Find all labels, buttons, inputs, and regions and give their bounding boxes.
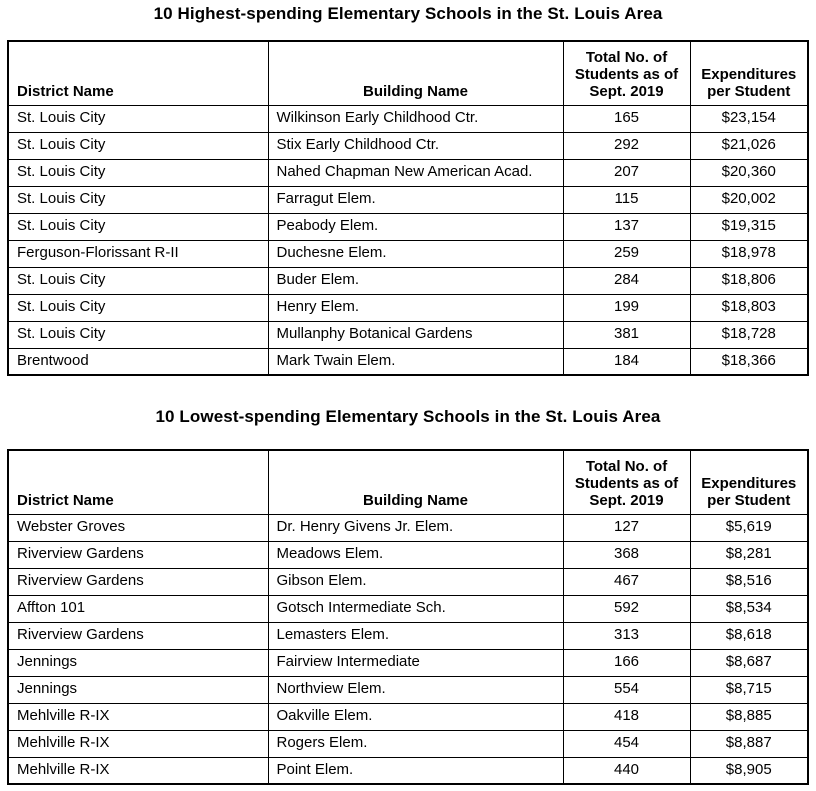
students-count-cell: 137 (563, 213, 690, 240)
students-count-cell: 313 (563, 622, 690, 649)
building-name-cell: Peabody Elem. (268, 213, 563, 240)
header-row (8, 450, 808, 514)
table-row (8, 105, 808, 132)
expenditure-cell: $18,803 (690, 294, 808, 321)
students-count-cell: 284 (563, 267, 690, 294)
district-name-cell: Webster Groves (8, 514, 268, 541)
building-name-cell: Nahed Chapman New American Acad. (268, 159, 563, 186)
students-count-cell: 115 (563, 186, 690, 213)
table-row (8, 568, 808, 595)
header-district-name: District Name (8, 41, 268, 105)
district-name-cell: Ferguson-Florissant R-II (8, 240, 268, 267)
district-name-cell: St. Louis City (8, 186, 268, 213)
expenditure-cell: $19,315 (690, 213, 808, 240)
table-row (8, 294, 808, 321)
expenditure-cell: $18,366 (690, 348, 808, 375)
building-name-cell: Farragut Elem. (268, 186, 563, 213)
district-name-cell: Affton 101 (8, 595, 268, 622)
expenditure-cell: $20,360 (690, 159, 808, 186)
table-row (8, 595, 808, 622)
header-expenditures-per-student: Expenditures per Student (690, 41, 808, 105)
district-name-cell: Mehlville R-IX (8, 703, 268, 730)
expenditure-cell: $5,619 (690, 514, 808, 541)
header-expenditures-per-student: Expenditures per Student (690, 450, 808, 514)
building-name-cell: Oakville Elem. (268, 703, 563, 730)
students-count-cell: 440 (563, 757, 690, 784)
header-total-students: Total No. of Students as of Sept. 2019 (563, 450, 690, 514)
district-name-cell: Mehlville R-IX (8, 730, 268, 757)
expenditure-cell: $8,905 (690, 757, 808, 784)
students-count-cell: 368 (563, 541, 690, 568)
students-count-cell: 454 (563, 730, 690, 757)
building-name-cell: Lemasters Elem. (268, 622, 563, 649)
district-name-cell: St. Louis City (8, 159, 268, 186)
lowest-spending-title: 10 Lowest-spending Elementary Schools in the St. Louis Area (155, 407, 661, 426)
district-name-cell: Jennings (8, 649, 268, 676)
expenditure-cell: $8,281 (690, 541, 808, 568)
expenditure-cell: $21,026 (690, 132, 808, 159)
highest-spending-title: 10 Highest-spending Elementary Schools in the St. Louis Area (153, 4, 663, 23)
building-name-cell: Fairview Intermediate (268, 649, 563, 676)
students-count-cell: 165 (563, 105, 690, 132)
district-name-cell: St. Louis City (8, 321, 268, 348)
district-name-cell: Riverview Gardens (8, 541, 268, 568)
building-name-cell: Mark Twain Elem. (268, 348, 563, 375)
district-name-cell: St. Louis City (8, 294, 268, 321)
district-name-cell: St. Louis City (8, 132, 268, 159)
district-name-cell: St. Louis City (8, 267, 268, 294)
table-row (8, 703, 808, 730)
building-name-cell: Buder Elem. (268, 267, 563, 294)
district-name-cell: Riverview Gardens (8, 622, 268, 649)
expenditure-cell: $8,618 (690, 622, 808, 649)
table-row (8, 132, 808, 159)
building-name-cell: Wilkinson Early Childhood Ctr. (268, 105, 563, 132)
building-name-cell: Dr. Henry Givens Jr. Elem. (268, 514, 563, 541)
students-count-cell: 554 (563, 676, 690, 703)
students-count-cell: 166 (563, 649, 690, 676)
expenditure-cell: $18,978 (690, 240, 808, 267)
header-building-name: Building Name (268, 450, 563, 514)
table-row (8, 541, 808, 568)
students-count-cell: 259 (563, 240, 690, 267)
table-row (8, 649, 808, 676)
building-name-cell: Gibson Elem. (268, 568, 563, 595)
table-row (8, 240, 808, 267)
building-name-cell: Duchesne Elem. (268, 240, 563, 267)
table-row (8, 321, 808, 348)
students-count-cell: 127 (563, 514, 690, 541)
table-row (8, 267, 808, 294)
students-count-cell: 592 (563, 595, 690, 622)
students-count-cell: 292 (563, 132, 690, 159)
building-name-cell: Point Elem. (268, 757, 563, 784)
table-row (8, 676, 808, 703)
highest-spending-section (0, 4, 816, 376)
table-row (8, 159, 808, 186)
expenditure-cell: $8,516 (690, 568, 808, 595)
table-row (8, 730, 808, 757)
district-name-cell: St. Louis City (8, 105, 268, 132)
building-name-cell: Mullanphy Botanical Gardens (268, 321, 563, 348)
district-name-cell: Jennings (8, 676, 268, 703)
highest-spending-table-body (8, 105, 808, 375)
lowest-spending-table-body (8, 514, 808, 784)
district-name-cell: Brentwood (8, 348, 268, 375)
students-count-cell: 184 (563, 348, 690, 375)
building-name-cell: Meadows Elem. (268, 541, 563, 568)
building-name-cell: Northview Elem. (268, 676, 563, 703)
table-row (8, 348, 808, 375)
expenditure-cell: $18,806 (690, 267, 808, 294)
table-row (8, 186, 808, 213)
lowest-spending-table (7, 449, 809, 785)
building-name-cell: Gotsch Intermediate Sch. (268, 595, 563, 622)
students-count-cell: 418 (563, 703, 690, 730)
table-row (8, 213, 808, 240)
students-count-cell: 467 (563, 568, 690, 595)
expenditure-cell: $20,002 (690, 186, 808, 213)
table-row (8, 622, 808, 649)
building-name-cell: Rogers Elem. (268, 730, 563, 757)
building-name-cell: Stix Early Childhood Ctr. (268, 132, 563, 159)
header-district-name: District Name (8, 450, 268, 514)
students-count-cell: 199 (563, 294, 690, 321)
students-count-cell: 381 (563, 321, 690, 348)
expenditure-cell: $8,885 (690, 703, 808, 730)
district-name-cell: Mehlville R-IX (8, 757, 268, 784)
highest-spending-table (7, 40, 809, 376)
expenditure-cell: $8,887 (690, 730, 808, 757)
district-name-cell: St. Louis City (8, 213, 268, 240)
table-row (8, 757, 808, 784)
header-building-name: Building Name (268, 41, 563, 105)
expenditure-cell: $18,728 (690, 321, 808, 348)
header-total-students: Total No. of Students as of Sept. 2019 (563, 41, 690, 105)
table-row (8, 514, 808, 541)
expenditure-cell: $23,154 (690, 105, 808, 132)
expenditure-cell: $8,687 (690, 649, 808, 676)
students-count-cell: 207 (563, 159, 690, 186)
building-name-cell: Henry Elem. (268, 294, 563, 321)
header-row (8, 41, 808, 105)
district-name-cell: Riverview Gardens (8, 568, 268, 595)
expenditure-cell: $8,534 (690, 595, 808, 622)
lowest-spending-section (0, 407, 816, 785)
expenditure-cell: $8,715 (690, 676, 808, 703)
